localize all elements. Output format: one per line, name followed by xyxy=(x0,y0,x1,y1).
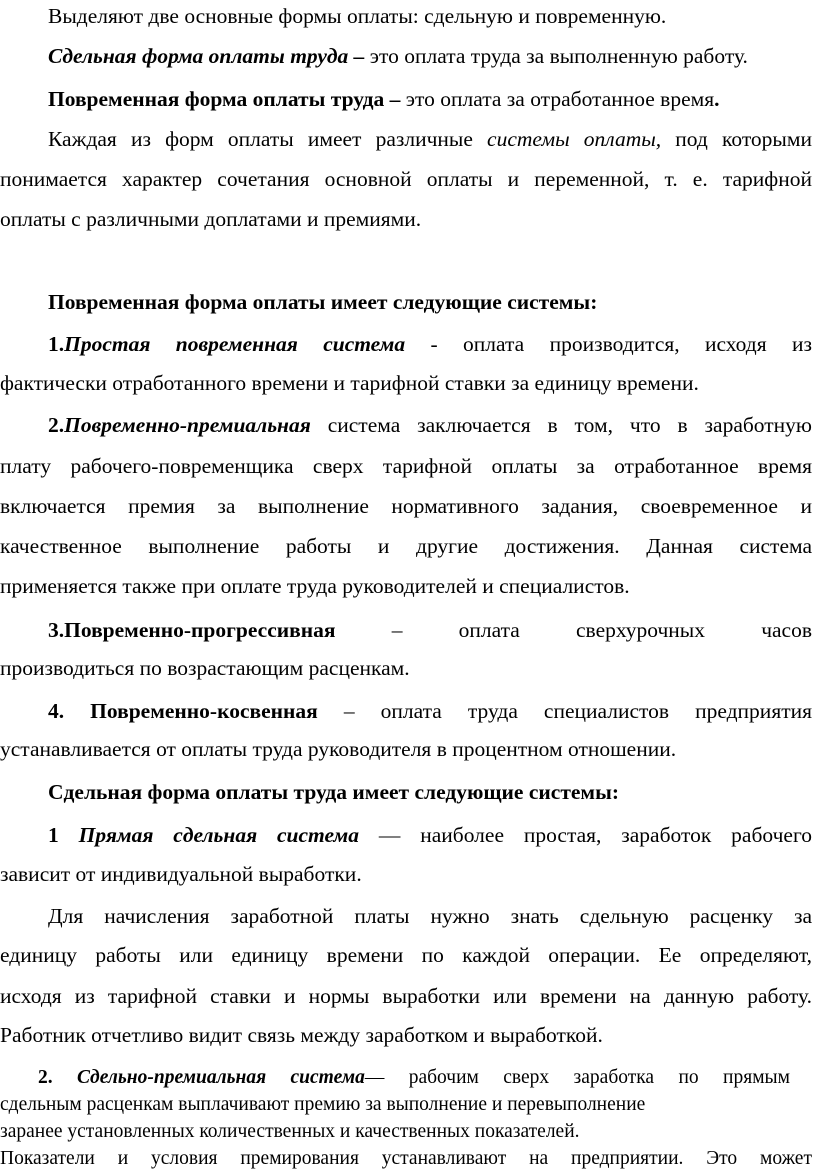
text-line: Каждая из форм оплаты имеет различные xyxy=(48,127,488,151)
heading-piece-systems: Сдельная форма оплаты труда имеет следующие системы: xyxy=(48,780,620,804)
paragraph-systems-line-2: понимается характер сочетания основной оплаты и переменной, т. е. тарифной xyxy=(0,167,812,191)
text-line: это оплата труда за выполненную работу. xyxy=(364,44,748,68)
term-direct-piece-system: Прямая сдельная система xyxy=(78,823,359,847)
paragraph-forms-intro xyxy=(48,3,812,29)
time-system-3-line-1: 3.Повременно-прогрессивная – оплата сверхурочных часов xyxy=(48,618,812,642)
piece-calc-line-3: исходя из тарифной ставки и нормы выработки или времени на данную работу. xyxy=(0,984,812,1008)
paragraph-systems-line-3: оплаты с различными доплатами и премиями. xyxy=(0,207,422,231)
piece-system-2-line-1: 2. Сдельно-премиальная система— рабочим сверх заработка по прямым xyxy=(38,1067,790,1088)
time-system-2-line-2: плату рабочего-повременщика сверх тарифной оплаты за отработанное время xyxy=(0,454,812,478)
text-line: Выделяют две основные формы оплаты: сдельную и повременную. xyxy=(48,4,667,28)
piece-system-1-line-1: 1 Прямая сдельная система — наиболее простая, заработок рабочего xyxy=(48,823,812,847)
term-simple-time-system: Простая повременная система xyxy=(64,332,406,356)
term-time-progressive: 3.Повременно-прогрессивная xyxy=(48,618,336,642)
piece-system-2-line-3: заранее установленных количественных и качественных показателей. xyxy=(0,1121,580,1142)
text-line: это оплата за отработанное время xyxy=(400,87,715,111)
item-number: 1 xyxy=(48,823,79,847)
time-system-4-line-1: 4. Повременно-косвенная – оплата труда специалистов предприятия xyxy=(48,699,812,723)
time-system-2-line-4: качественное выполнение работы и другие достижения. Данная система xyxy=(0,534,812,558)
piece-system-2-line-4: Показатели и условия премирования устанавливают на предприятии. Это может xyxy=(0,1148,812,1169)
piece-calc-line-1: Для начисления заработной платы нужно знать сдельную расценку за xyxy=(48,904,812,928)
time-system-2-line-3: включается премия за выполнение нормативного задания, своевременное и xyxy=(0,494,812,518)
term-time-bonus-system: Повременно-премиальная xyxy=(64,413,311,437)
time-system-1-line-2: фактически отработанного времени и тарифной ставки за единицу времени. xyxy=(0,371,699,395)
piece-system-1-line-2: зависит от индивидуальной выработки. xyxy=(0,862,362,886)
time-system-2-line-1: 2.Повременно-премиальная система заключается в том, что в заработную xyxy=(48,413,812,437)
time-system-4-line-2: устанавливается от оплаты труда руководителя в процентном отношении. xyxy=(0,737,677,761)
paragraph-piece-definition xyxy=(48,43,812,69)
term-payment-systems: системы оплаты, xyxy=(487,127,662,151)
item-number: 2. xyxy=(48,413,65,437)
item-number: 2. xyxy=(38,1067,78,1088)
time-system-3-line-2: производиться по возрастающим расценкам. xyxy=(0,656,410,680)
text-dot: . xyxy=(714,87,720,111)
term-piece-bonus-system: Сдельно-премиальная система xyxy=(77,1067,365,1088)
piece-calc-line-2: единицу работы или единицу времени по каждой операции. Ее определяют, xyxy=(0,943,812,967)
item-number: 1. xyxy=(48,332,65,356)
paragraph-time-definition xyxy=(48,86,812,112)
term-time-form: Повременная форма оплаты труда – xyxy=(48,87,401,111)
text-line: под которыми xyxy=(661,127,812,151)
time-system-1-line-1: 1.Простая повременная система - оплата производится, исходя из xyxy=(48,332,812,356)
heading-time-systems: Повременная форма оплаты имеет следующие системы: xyxy=(48,290,598,314)
piece-calc-line-4: Работник отчетливо видит связь между заработком и выработкой. xyxy=(0,1023,603,1047)
term-piece-form: Сдельная форма оплаты труда – xyxy=(48,44,365,68)
term-time-indirect: 4. Повременно-косвенная xyxy=(48,699,318,723)
paragraph-systems-line-1 xyxy=(48,126,812,152)
piece-system-2-line-2: сдельным расценкам выплачивают премию за выполнение и перевыполнение xyxy=(0,1094,646,1115)
time-system-2-line-5: применяется также при оплате труда руководителей и специалистов. xyxy=(0,574,630,598)
